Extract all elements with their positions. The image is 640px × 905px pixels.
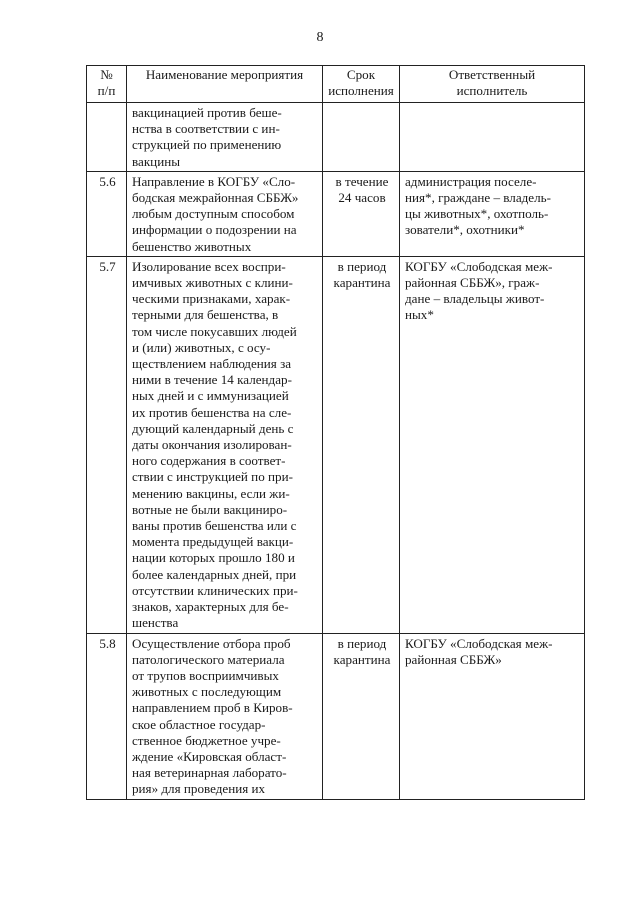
cell-text-line: дане – владельцы живот- xyxy=(405,291,545,307)
cell-text-line: в период xyxy=(337,635,387,651)
cell-text-line: КОГБУ «Слободская меж- xyxy=(405,635,553,651)
cell-text-line: районная СББЖ» xyxy=(405,651,502,667)
cell-text-line: Ответственный xyxy=(448,67,536,82)
cell-text-line: в течение xyxy=(335,173,389,189)
cell-text-line: п/п xyxy=(97,83,116,99)
page-number: 8 xyxy=(316,30,324,45)
table-header-row xyxy=(87,66,585,103)
cell-text-line: карантина xyxy=(333,651,391,667)
cell-text-line: Наименование мероприятия xyxy=(145,67,304,82)
cell-text-line: 24 часов xyxy=(338,190,386,206)
cell-text-line: зователи*, охотники* xyxy=(405,222,525,238)
cell-text-line: бешенство животных xyxy=(132,238,252,254)
cell-text-line: терными для бешенства, в xyxy=(132,307,279,323)
row-deadline xyxy=(323,103,400,172)
cell-text-line: момента предыдущей вакци- xyxy=(132,534,294,550)
cell-text-line: ждение «Кировская област- xyxy=(132,748,287,764)
cell-text-line: администрация поселе- xyxy=(405,173,537,189)
cell-text-line: информации о подозрении на xyxy=(132,222,297,238)
cell-text-line: исполнения xyxy=(328,83,394,99)
cell-text-line: нства в соответствии с ин- xyxy=(132,121,280,137)
cell-text-line: ного содержания в соответ- xyxy=(132,453,286,469)
cell-text-line: ваны против бешенства или с xyxy=(132,518,297,534)
cell-text-line: даты окончания изолирован- xyxy=(132,437,292,453)
cell-text-line: животных с последующим xyxy=(132,684,282,700)
cell-text-line: № xyxy=(100,67,113,82)
header-measure-name xyxy=(127,66,323,103)
row-deadline xyxy=(323,256,400,633)
cell-text-line: бодская межрайонная СББЖ» xyxy=(132,190,299,206)
row-number xyxy=(87,103,127,172)
header-deadline xyxy=(323,66,400,103)
cell-text-line: Осуществление отбора проб xyxy=(132,635,291,651)
cell-text-line: ственное бюджетное учре- xyxy=(132,732,281,748)
cell-text-line: ческими признаками, харак- xyxy=(132,291,291,307)
cell-text-line: дующий календарный день с xyxy=(132,420,294,436)
row-measure-name xyxy=(127,633,323,799)
cell-text-line: их против бешенства на сле- xyxy=(132,404,292,420)
cell-text-line: ных дней и с иммунизацией xyxy=(132,388,289,404)
row-responsible xyxy=(400,256,585,633)
measures-table xyxy=(86,65,585,800)
row-responsible xyxy=(400,633,585,799)
cell-text-line: и (или) животных, с осу- xyxy=(132,339,271,355)
cell-text-line: рия» для проведения их xyxy=(132,781,266,797)
row-deadline xyxy=(323,171,400,256)
cell-text-line: знаков, характерных для бе- xyxy=(132,599,289,615)
cell-text-line: отсутствии клинических при- xyxy=(132,582,298,598)
cell-text-line: ними в течение 14 календар- xyxy=(132,372,292,388)
cell-text-line: более календарных дней, при xyxy=(132,566,297,582)
cell-text-line: цы животных*, охотполь- xyxy=(405,206,549,222)
cell-text-line: направлением проб в Киров- xyxy=(132,700,293,716)
cell-text-line: вакцинацией против беше- xyxy=(132,105,282,120)
row-measure-name xyxy=(127,256,323,633)
row-responsible xyxy=(400,103,585,172)
cell-text-line: от трупов восприимчивых xyxy=(132,667,279,683)
row-measure-name xyxy=(127,103,323,172)
cell-text-line: районная СББЖ», граж- xyxy=(405,275,540,291)
cell-text-line: в период xyxy=(337,258,387,274)
row-measure-name xyxy=(127,171,323,256)
header-number xyxy=(87,66,127,103)
row-number: 5.6 xyxy=(87,171,127,256)
row-number: 5.7 xyxy=(87,256,127,633)
cell-text-line: патологического материала xyxy=(132,651,285,667)
cell-text-line: ствии с инструкцией по при- xyxy=(132,469,293,485)
cell-text-line: ных* xyxy=(405,307,434,323)
cell-text-line: Изолирование всех воспри- xyxy=(132,258,286,274)
row-responsible xyxy=(400,171,585,256)
cell-text-line: любым доступным способом xyxy=(132,206,295,222)
cell-text-line: вотные не были вакциниро- xyxy=(132,501,288,517)
cell-text-line: менению вакцины, если жи- xyxy=(132,485,290,501)
cell-text-line: ния*, граждане – владель- xyxy=(405,190,551,206)
row-deadline xyxy=(323,633,400,799)
cell-text-line: нации которых прошло 180 и xyxy=(132,550,295,566)
cell-text-line: вакцины xyxy=(132,153,181,169)
cell-text-line: Срок xyxy=(346,67,376,82)
cell-text-line: карантина xyxy=(333,275,391,291)
cell-text-line: струкцией по применению xyxy=(132,137,282,153)
cell-text-line: ная ветеринарная лаборато- xyxy=(132,765,287,781)
table-row xyxy=(87,256,585,633)
cell-text-line: КОГБУ «Слободская меж- xyxy=(405,258,553,274)
cell-text-line: ществлением наблюдения за xyxy=(132,356,292,372)
cell-text-line: ское областное государ- xyxy=(132,716,266,732)
table-row xyxy=(87,633,585,799)
row-number: 5.8 xyxy=(87,633,127,799)
cell-text-line: том числе покусавших людей xyxy=(132,323,297,339)
header-responsible xyxy=(400,66,585,103)
cell-text-line: шенства xyxy=(132,615,179,631)
table-row xyxy=(87,171,585,256)
table-row xyxy=(87,103,585,172)
cell-text-line: имчивых животных с клини- xyxy=(132,275,293,291)
cell-text-line: Направление в КОГБУ «Сло- xyxy=(132,173,296,189)
cell-text-line: исполнитель xyxy=(456,83,528,99)
